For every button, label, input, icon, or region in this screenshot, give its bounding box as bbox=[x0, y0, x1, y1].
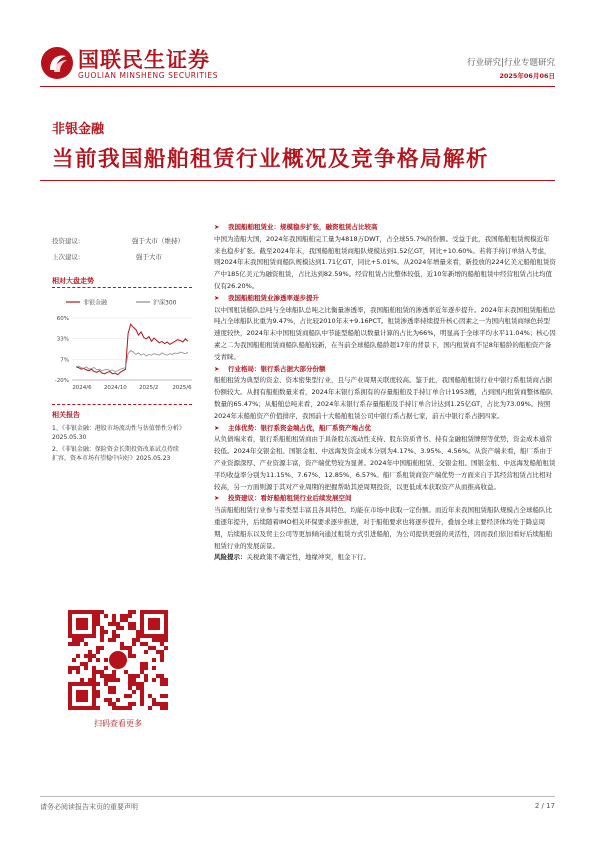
qr-module bbox=[80, 638, 84, 642]
y-tick-label: 7% bbox=[60, 357, 69, 364]
qr-module bbox=[112, 614, 116, 618]
qr-module bbox=[140, 690, 144, 694]
qr-module bbox=[72, 642, 76, 646]
qr-module bbox=[100, 630, 104, 634]
section-heading-text: 我国船舶租赁业渗透率逐步提升 bbox=[228, 293, 319, 302]
qr-module bbox=[156, 638, 160, 642]
qr-module bbox=[160, 678, 164, 682]
qr-module bbox=[104, 614, 108, 618]
x-tick-label: 2024/6 bbox=[72, 385, 92, 391]
brand-name-en: GUOLIAN MINSHENG SECURITIES bbox=[78, 71, 219, 80]
qr-module bbox=[116, 634, 120, 638]
arrow-icon: ➤ bbox=[214, 223, 220, 231]
series-line bbox=[76, 351, 188, 372]
qr-module bbox=[116, 622, 120, 626]
qr-module bbox=[148, 706, 152, 710]
qr-module bbox=[140, 666, 144, 670]
qr-module bbox=[152, 698, 156, 702]
arrow-icon: ➤ bbox=[214, 423, 220, 432]
qr-module bbox=[84, 654, 88, 658]
qr-finder bbox=[76, 618, 88, 630]
qr-module bbox=[160, 638, 164, 642]
qr-module bbox=[84, 642, 88, 646]
qr-module bbox=[96, 658, 100, 662]
logo-icon bbox=[40, 46, 74, 80]
qr-module bbox=[164, 706, 168, 710]
qr-module bbox=[92, 674, 96, 678]
qr-module bbox=[96, 610, 100, 614]
qr-module bbox=[112, 690, 116, 694]
qr-module bbox=[112, 630, 116, 634]
qr-module bbox=[132, 682, 136, 686]
qr-module bbox=[128, 702, 132, 706]
qr-module bbox=[128, 650, 132, 654]
rating-label: 投资建议: bbox=[52, 237, 81, 245]
qr-module bbox=[136, 638, 140, 642]
qr-module bbox=[128, 706, 132, 710]
section-heading-text: 行业格局：银行系占据大部分份额 bbox=[228, 364, 326, 373]
qr-module bbox=[132, 622, 136, 626]
section-heading-text: 投资建议：看好船舶租赁行业后续发展空间 bbox=[228, 494, 352, 503]
qr-module bbox=[152, 678, 156, 682]
qr-module bbox=[124, 646, 128, 650]
qr-module bbox=[124, 706, 128, 710]
qr-module bbox=[148, 694, 152, 698]
qr-module bbox=[96, 614, 100, 618]
qr-module bbox=[104, 630, 108, 634]
header-rule bbox=[40, 86, 555, 87]
report-type: 行业研究|行业专题研究 bbox=[467, 58, 555, 68]
qr-module bbox=[128, 626, 132, 630]
qr-module bbox=[136, 630, 140, 634]
report-date: 2025年06月06日 bbox=[499, 72, 555, 80]
section-heading bbox=[214, 293, 556, 305]
y-tick-label: 60% bbox=[56, 316, 69, 322]
qr-module bbox=[96, 646, 100, 650]
qr-module bbox=[76, 654, 80, 658]
qr-module bbox=[144, 674, 148, 678]
qr-module bbox=[108, 678, 112, 682]
qr-module bbox=[144, 662, 148, 666]
qr-module bbox=[140, 662, 144, 666]
qr-module bbox=[128, 674, 132, 678]
risk-text: 关税政策不确定性，地缘冲突，租金下行。 bbox=[246, 553, 370, 562]
industry-category: 非银金融 bbox=[52, 122, 105, 137]
qr-module bbox=[128, 694, 132, 698]
qr-module bbox=[160, 642, 164, 646]
qr-module bbox=[164, 678, 168, 682]
qr-module bbox=[140, 642, 144, 646]
qr-module bbox=[88, 658, 92, 662]
qr-module bbox=[96, 670, 100, 674]
qr-module bbox=[132, 678, 136, 682]
qr-module bbox=[72, 638, 76, 642]
arrow-icon: ➤ bbox=[214, 293, 220, 302]
qr-module bbox=[96, 690, 100, 694]
relative-performance-chart bbox=[50, 290, 198, 400]
qr-module bbox=[76, 642, 80, 646]
qr-module bbox=[88, 678, 92, 682]
qr-module bbox=[112, 674, 116, 678]
qr-module bbox=[132, 638, 136, 642]
qr-module bbox=[144, 650, 148, 654]
qr-module bbox=[152, 666, 156, 670]
qr-module bbox=[132, 626, 136, 630]
prev-rating-label: 上次建议: bbox=[52, 253, 81, 261]
qr-module bbox=[80, 678, 84, 682]
brand-name: 国联民生证券 bbox=[78, 48, 210, 72]
footer-disclaimer: 请务必阅读报告末页的重要声明 bbox=[40, 803, 138, 811]
qr-module bbox=[92, 666, 96, 670]
qr-module bbox=[136, 674, 140, 678]
qr-module bbox=[164, 638, 168, 642]
arrow-icon: ➤ bbox=[214, 364, 220, 373]
qr-module bbox=[112, 706, 116, 710]
qr-module bbox=[112, 686, 116, 690]
qr-module bbox=[104, 674, 108, 678]
qr-module bbox=[108, 674, 112, 678]
qr-module bbox=[164, 646, 168, 650]
qr-module bbox=[96, 694, 100, 698]
rating-row bbox=[52, 236, 192, 245]
qr-module bbox=[72, 658, 76, 662]
qr-module bbox=[72, 666, 76, 670]
qr-module bbox=[104, 666, 108, 670]
risk-label: 风险提示： bbox=[214, 553, 247, 562]
qr-module bbox=[132, 674, 136, 678]
qr-module bbox=[124, 670, 128, 674]
qr-module bbox=[96, 706, 100, 710]
qr-module bbox=[120, 618, 124, 622]
qr-module bbox=[68, 666, 72, 670]
qr-module bbox=[76, 670, 80, 674]
qr-module bbox=[84, 666, 88, 670]
qr-module bbox=[164, 682, 168, 686]
body-paragraph: 中国为造船大国，2024年我国船舶完工量为4818万DWT，占全球55.7%的份额。受益于此，我国船舶租赁规模近年来也稳步扩张。截至2024年末，我国船舶租赁商船队规模达到1.52亿GT，同比+10.60%。若将手持订单纳入考虑，则2024年末我国租赁商船队规模达到1.71亿GT，同比+5.01%。从2024年增量来看，新投放的224亿美元船舶租赁资产中185亿美元为融资租赁，占比达到82.59%。经营租赁占比整体较低，近10年新增的船舶租赁中经营租赁占比均值仅有26.20%。 bbox=[214, 234, 556, 290]
qr-module bbox=[156, 674, 160, 678]
qr-module bbox=[100, 670, 104, 674]
qr-module bbox=[132, 654, 136, 658]
qr-module bbox=[120, 642, 124, 646]
related-item[interactable]: 1、《非银金融：港股市场流动性与估值弹性分析》2025.05.30 bbox=[52, 425, 182, 441]
qr-module bbox=[120, 706, 124, 710]
qr-module bbox=[120, 614, 124, 618]
qr-module bbox=[132, 690, 136, 694]
section-heading bbox=[214, 364, 556, 376]
qr-module bbox=[112, 638, 116, 642]
qr-module bbox=[112, 670, 116, 674]
qr-module bbox=[96, 622, 100, 626]
qr-module bbox=[140, 670, 144, 674]
qr-module bbox=[108, 638, 112, 642]
qr-module bbox=[140, 694, 144, 698]
rating-value: 强于大市（维持） bbox=[132, 237, 184, 245]
x-tick-label: 2025/6 bbox=[172, 385, 192, 391]
qr-module bbox=[96, 650, 100, 654]
qr-module bbox=[104, 682, 108, 686]
section-heading-text: 主体优势：银行系资金端占优，船厂系资产端占优 bbox=[228, 423, 371, 432]
qr-module bbox=[136, 634, 140, 638]
qr-module bbox=[112, 678, 116, 682]
section-heading bbox=[214, 493, 556, 505]
qr-module bbox=[116, 698, 120, 702]
qr-module bbox=[120, 626, 124, 630]
qr-module bbox=[144, 666, 148, 670]
qr-module bbox=[128, 622, 132, 626]
qr-module bbox=[104, 658, 108, 662]
qr-caption: 扫码查看更多 bbox=[94, 719, 142, 728]
qr-module bbox=[100, 634, 104, 638]
footer-rule bbox=[40, 796, 555, 797]
qr-module bbox=[160, 658, 164, 662]
qr-module bbox=[80, 662, 84, 666]
qr-module bbox=[100, 610, 104, 614]
qr-module bbox=[116, 706, 120, 710]
qr-module bbox=[100, 626, 104, 630]
qr-module bbox=[140, 698, 144, 702]
qr-module bbox=[132, 702, 136, 706]
qr-module bbox=[112, 634, 116, 638]
qr-module bbox=[92, 670, 96, 674]
qr-module bbox=[124, 618, 128, 622]
qr-module bbox=[112, 618, 116, 622]
qr-module bbox=[68, 642, 72, 646]
qr-module bbox=[144, 678, 148, 682]
title-rule bbox=[40, 180, 555, 181]
qr-module bbox=[104, 678, 108, 682]
qr-module bbox=[76, 666, 80, 670]
prev-rating-value: 强于大市 bbox=[136, 253, 162, 261]
qr-module bbox=[76, 638, 80, 642]
arrow-icon: ➤ bbox=[214, 494, 220, 503]
qr-module bbox=[116, 626, 120, 630]
qr-module bbox=[164, 702, 168, 706]
related-title: 相关报告 bbox=[52, 411, 80, 419]
body-paragraph: 以中国租赁船队总吨与全球船队总吨之比衡量渗透率，我国船舶租赁的渗透率近年逐步提升。2024年末我国租赁船舶总吨占全球船队比重为9.47%，占比较2010年末+9.16PCT。租赁渗透率持续提升核心因素之一为国内租赁商绿色转型速度较快，2024年末中国租赁商船队中节能型船舶以数量计算的占比为66%，明显高于全球平均水平11.04%；核心因素之二为我国船舶租赁商船队船舶较新，在当前全球船队船龄超17年的背景下，国内租赁商不足8年船龄的船舶资产备受青睐。 bbox=[214, 305, 556, 361]
section-heading bbox=[214, 222, 556, 234]
report-title: 当前我国船舶租赁行业概况及竞争格局解析 bbox=[52, 147, 490, 172]
qr-module bbox=[100, 638, 104, 642]
qr-module bbox=[128, 646, 132, 650]
qr-module bbox=[100, 674, 104, 678]
qr-module bbox=[128, 614, 132, 618]
qr-module bbox=[160, 706, 164, 710]
qr-module bbox=[96, 682, 100, 686]
qr-module bbox=[152, 646, 156, 650]
qr-module bbox=[132, 642, 136, 646]
qr-module bbox=[160, 650, 164, 654]
qr-module bbox=[120, 646, 124, 650]
related-divider bbox=[52, 404, 192, 405]
chart-divider bbox=[52, 287, 192, 288]
qr-module bbox=[152, 658, 156, 662]
qr-module bbox=[108, 702, 112, 706]
qr-module bbox=[136, 686, 140, 690]
qr-module bbox=[96, 618, 100, 622]
qr-module bbox=[112, 622, 116, 626]
qr-module bbox=[68, 670, 72, 674]
qr-module bbox=[148, 646, 152, 650]
qr-module bbox=[108, 690, 112, 694]
qr-module bbox=[152, 638, 156, 642]
chart-title: 相对大盘走势 bbox=[52, 277, 94, 285]
qr-module bbox=[152, 702, 156, 706]
x-tick-label: 2025/2 bbox=[138, 385, 159, 391]
x-tick-label: 2024/10 bbox=[103, 385, 127, 391]
qr-module bbox=[92, 654, 96, 658]
qr-module bbox=[160, 654, 164, 658]
qr-module bbox=[108, 686, 112, 690]
report-body bbox=[214, 222, 556, 564]
page-number: 2 / 17 bbox=[534, 802, 555, 810]
y-tick-label: 33% bbox=[56, 336, 69, 343]
body-paragraph: 当前船舶租赁行业参与者类型丰富且各具特色，均能在市场中获取一定份额。而近年来我国租赁船队规模占全球船队比重逐年提升，后续随着IMO相关环保要求逐步推进，对于船舶要求也将逐步提升，叠加全球主要经济体均处于降息周期，后续船东以及贸主公司等更加倾向通过租赁方式引进船舶，为公司提供更强的灵活性，因而我们依旧看好后续船舶租赁行业的发展前景。 bbox=[214, 506, 552, 550]
qr-finder bbox=[148, 618, 160, 630]
qr-module bbox=[160, 702, 164, 706]
qr-module bbox=[160, 674, 164, 678]
qr-module bbox=[132, 610, 136, 614]
prev-rating-row bbox=[52, 252, 192, 261]
qr-module bbox=[116, 678, 120, 682]
risk-note bbox=[214, 552, 556, 564]
qr-module bbox=[108, 698, 112, 702]
related-item[interactable]: 2、《非银金融：保险资金长期投资改革试点持续扩容，资本市场有望稳中向好》2025.05.23 bbox=[52, 446, 179, 462]
body-paragraph: 船舶租赁为典型的资金、资本密集型行业，且与产业周期关联度较高。鉴于此，我国船舶租赁行业中银行系租赁商占据份额较大。从拥有船舶数量来看，2024年末银行系拥有的存量船舶及手持订单合计1953艘，占到国内租赁商整体船队数量的65.47%；从船舶总吨来看，2024年末银行系存量船舶及手持订单合计达到1.25亿GT，占比为73.09%。按照2024年末船舶资产价值排序，我国前十大船舶租赁公司中银行系占据七家，前五中银行系占据四家。 bbox=[214, 376, 553, 420]
qr-module bbox=[128, 610, 132, 614]
qr-module bbox=[144, 642, 148, 646]
qr-module bbox=[128, 686, 132, 690]
y-tick-label: -20% bbox=[54, 378, 69, 384]
qr-module bbox=[108, 622, 112, 626]
qr-code[interactable] bbox=[64, 606, 172, 714]
qr-module bbox=[92, 678, 96, 682]
legend-label: 非银金融 bbox=[83, 299, 108, 307]
qr-center-logo-icon bbox=[109, 651, 127, 669]
section-heading-text: 我国船舶租赁业：规模稳步扩张，融资租赁占比较高 bbox=[228, 223, 378, 231]
qr-module bbox=[112, 702, 116, 706]
qr-module bbox=[156, 702, 160, 706]
series-line bbox=[76, 324, 188, 374]
qr-module bbox=[140, 702, 144, 706]
qr-module bbox=[136, 682, 140, 686]
qr-module bbox=[140, 686, 144, 690]
qr-module bbox=[88, 650, 92, 654]
qr-module bbox=[128, 682, 132, 686]
qr-module bbox=[128, 654, 132, 658]
legend-label: 沪深300 bbox=[153, 299, 177, 307]
qr-module bbox=[124, 614, 128, 618]
qr-finder bbox=[76, 690, 88, 702]
qr-module bbox=[124, 694, 128, 698]
qr-module bbox=[160, 682, 164, 686]
qr-module bbox=[128, 678, 132, 682]
qr-module bbox=[104, 698, 108, 702]
qr-module bbox=[164, 694, 168, 698]
qr-module bbox=[100, 646, 104, 650]
qr-module bbox=[84, 662, 88, 666]
qr-module bbox=[156, 650, 160, 654]
section-heading bbox=[214, 423, 556, 435]
qr-module bbox=[88, 654, 92, 658]
qr-module bbox=[160, 694, 164, 698]
body-paragraph: 从负债端来看，银行系船舶租赁商由于具备股东流动性支持、股东资质背书、持有金融租赁牌照等优势，资金成本通常较低。2024年交银金租、国银金租、中远海发资金成本分别为4.17%、3.95%、4.56%。从资产端来看，船厂系由于产业资源深厚、产业资源丰富，资产端优势较为显著。2024年中国船舶租赁、交银金租、国银金租、中远海发船舶租赁平均收益率分别为11.15%、7.67%、12.85%、6.57%。船厂系租赁商资产端优势一方面来自于其经营租赁占比相对较高，另一方面则源于其对产业周期的把握帮助其逆周期投资，以更低成本获取资产从而推高收益。 bbox=[214, 435, 556, 491]
qr-module bbox=[140, 682, 144, 686]
